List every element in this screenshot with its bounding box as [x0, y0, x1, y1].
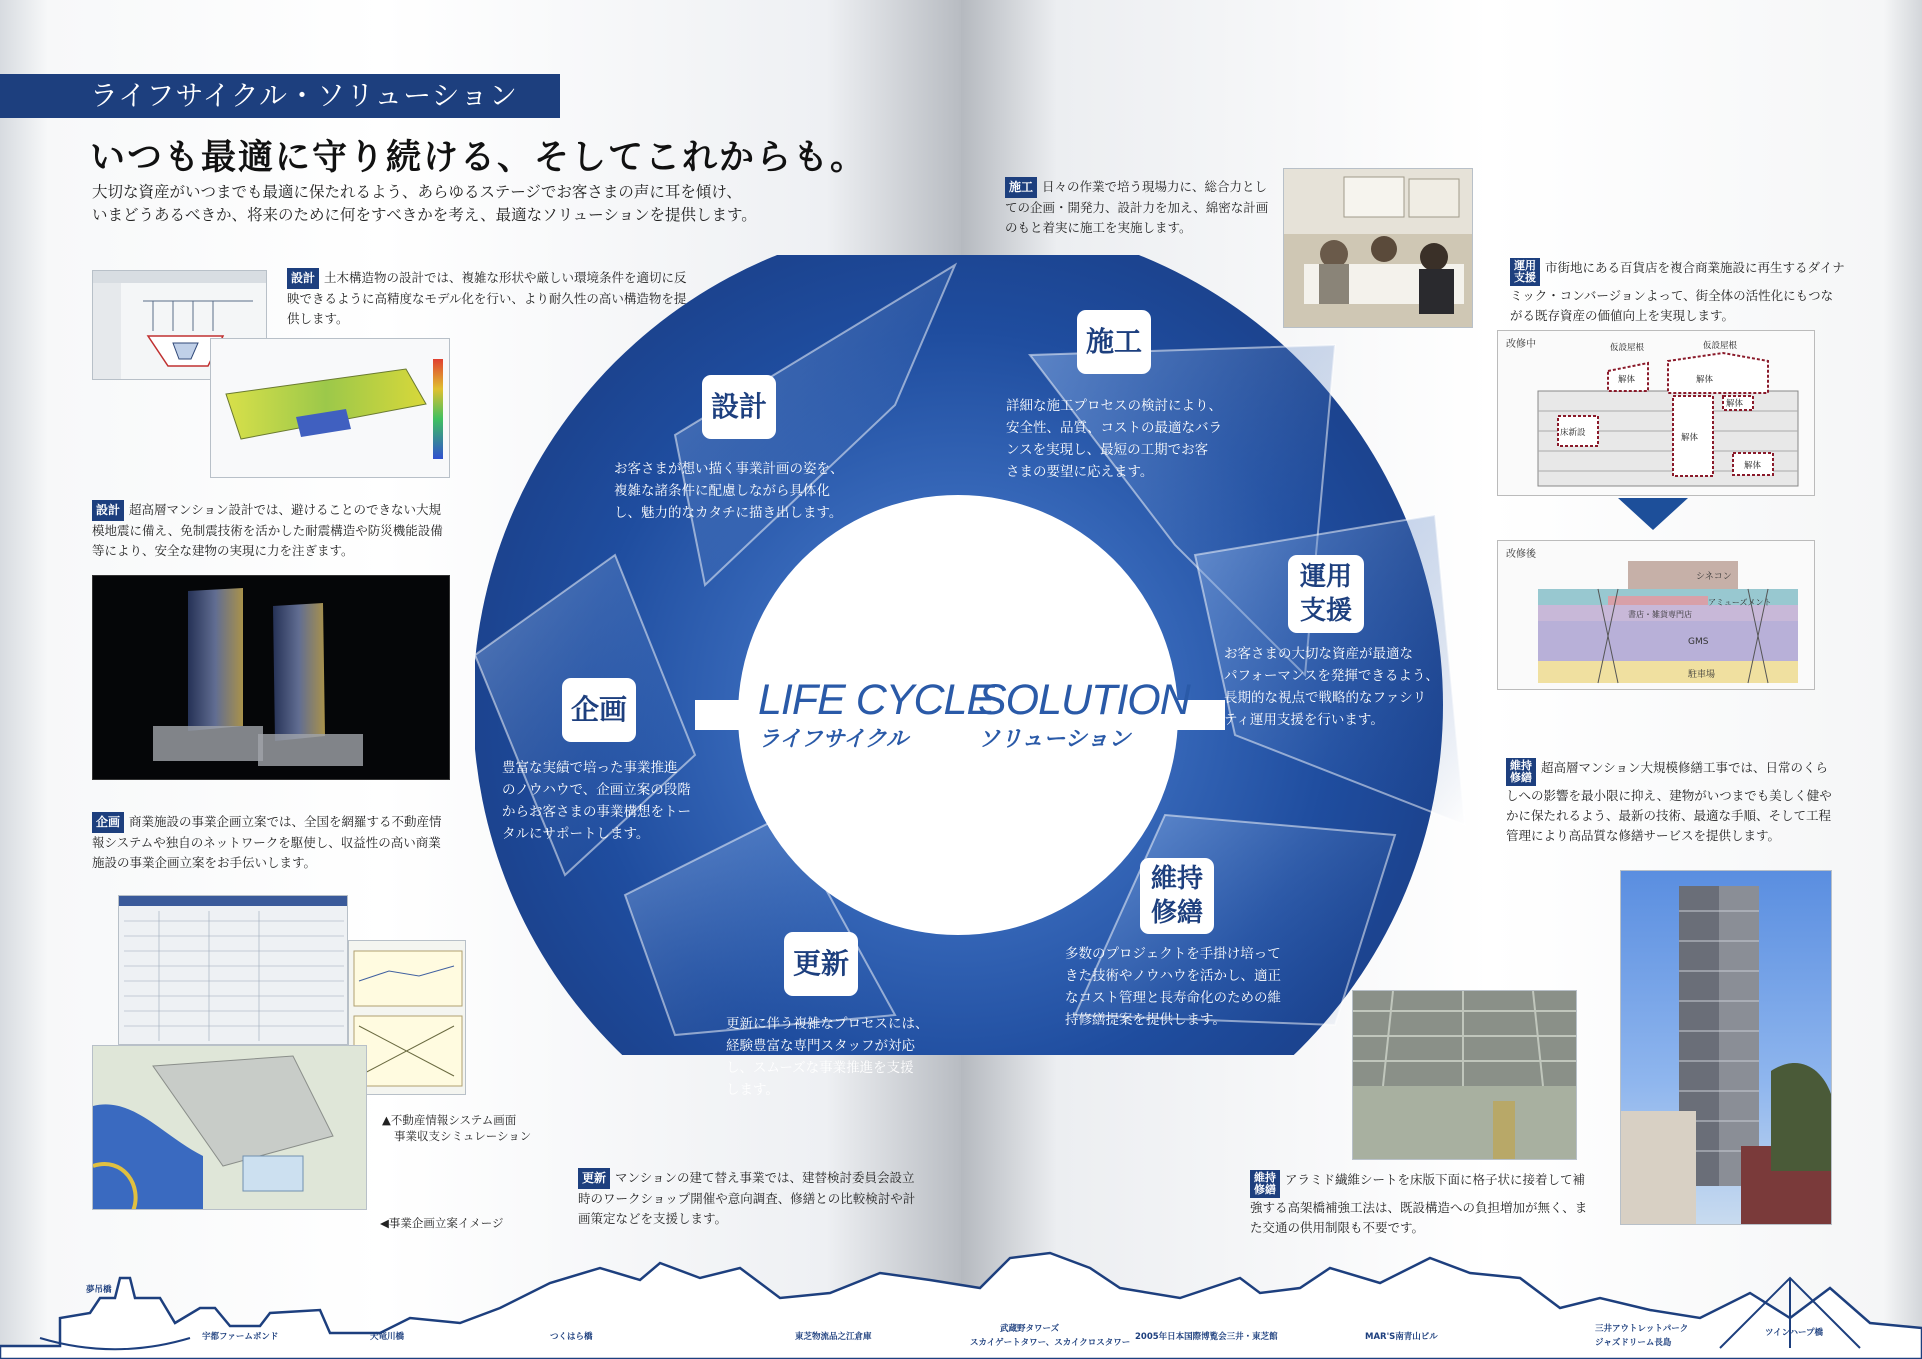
- caption-kikaku: [92, 812, 452, 873]
- stage-text-sekkei: [614, 458, 844, 524]
- stage-text-line: 持修繕提案を提供します。: [1065, 1012, 1226, 1028]
- stage-label-kikaku: 企画: [562, 678, 636, 742]
- center-title-ja-2: ソリューション: [978, 727, 1131, 752]
- tag-iji-2: [1250, 1170, 1280, 1198]
- caption-iji-viaduct: [1250, 1170, 1595, 1238]
- center-title-en-2: SOLUTION: [978, 676, 1190, 724]
- landmark-label: ツインハープ橋: [1765, 1328, 1824, 1338]
- stage-text-line: お客さまが想い描く事業計画の姿を、: [614, 461, 844, 477]
- after-tag: 書店・雑貨専門店: [1628, 610, 1692, 619]
- stage-label-iji-1: 維持: [1150, 864, 1203, 894]
- tag-unyo: [1510, 258, 1540, 286]
- stage-text-line: なコスト管理と長寿命化のための維: [1065, 990, 1281, 1006]
- figure-label-simulation: 事業収支シミュレーション: [394, 1129, 532, 1143]
- landmark-label: スカイゲートタワー、スカイクロスタワー: [970, 1338, 1131, 1348]
- figure-label-system: ▲不動産情報システム画面: [382, 1113, 517, 1127]
- tag-unyo-2: 支援: [1514, 271, 1536, 284]
- after-tag: GMS: [1688, 637, 1709, 647]
- landmark-label: 宇都ファームボンド: [202, 1332, 279, 1342]
- intro-text: [92, 181, 792, 227]
- real-estate-system-screen: [118, 895, 348, 1045]
- stage-text-line: タルにサポートします。: [502, 826, 650, 842]
- stage-text-line: 更新に伴う複雑なプロセスには、: [726, 1016, 929, 1032]
- stage-text-line: ティ運用支援を行います。: [1224, 712, 1384, 728]
- caption-sekkei-tower: [92, 500, 452, 561]
- stage-text-line: ンスを実現し、最短の工期でお客: [1006, 442, 1209, 458]
- tag-iji-viaduct-1: 維持: [1254, 1171, 1276, 1184]
- tag-sekkei: 設計: [287, 268, 319, 289]
- figure-label-planning: ◀事業企画立案イメージ: [380, 1216, 504, 1230]
- before-tag: 解体: [1618, 375, 1636, 385]
- stage-label-iji-2: 修繕: [1150, 898, 1203, 928]
- stage-label-unyo: [1288, 555, 1364, 633]
- before-tag: 仮設屋根: [1610, 343, 1645, 353]
- caption-text: 市街地にある百貨店を複合商業施設に再生するダイナミック・コンバージョンよって、街全体の活性化にもつながる既存資産の価値向上を実現します。: [1510, 260, 1845, 323]
- landmark-label: 天竜川橋: [370, 1332, 405, 1342]
- conversion-after-diagram: [1497, 540, 1815, 690]
- after-tag: シネコン: [1696, 572, 1732, 582]
- stage-text-line: 多数のプロジェクトを手掛け培って: [1065, 946, 1281, 962]
- landmark-label: 東芝物流品之江倉庫: [795, 1332, 872, 1342]
- before-tag: 床新設: [1560, 428, 1586, 438]
- landmark-label: 夢吊橋: [86, 1285, 112, 1295]
- stage-text-line: し、魅力的なカタチに描き出します。: [614, 505, 843, 521]
- tower-structure-render: [92, 575, 450, 780]
- tag-iji: [1506, 758, 1536, 786]
- caption-text: アラミド繊維シートを床版下面に格子状に接着して補強する高架橋補強工法は、既設構造への負担増加が無く、また交通の供用制限も不要です。: [1250, 1172, 1588, 1235]
- after-tag: 駐車場: [1688, 670, 1716, 680]
- construction-meeting-photo: [1283, 168, 1473, 328]
- stage-text-line: します。: [726, 1082, 779, 1098]
- before-tag: 仮設屋根: [1703, 341, 1738, 351]
- before-tag: 解体: [1696, 375, 1714, 385]
- tag-iji-2: 修繕: [1510, 771, 1532, 784]
- stage-text-seko: [1006, 395, 1222, 483]
- caption-seko: [1005, 177, 1273, 238]
- stage-text-line: 豊富な実績で培った事業推進: [502, 760, 678, 776]
- stage-text-line: 長期的な視点で戦略的なファシリ: [1224, 690, 1427, 706]
- stage-text-line: からお客さまの事業構想をトー: [502, 804, 691, 820]
- stage-text-iji: [1065, 943, 1281, 1031]
- caption-unyo: [1510, 258, 1845, 326]
- high-rise-photo: [1620, 870, 1832, 1225]
- landmark-label: ジャズドリーム長島: [1595, 1338, 1672, 1348]
- stage-text-line: 安全性、品質、コストの最適なバラ: [1006, 420, 1222, 436]
- tag-koshin: 更新: [578, 1168, 610, 1189]
- stage-label-sekkei: 設計: [702, 375, 776, 439]
- section-title-band: ライフサイクル・ソリューション: [0, 74, 560, 118]
- tag-iji-viaduct-2: 修繕: [1254, 1183, 1276, 1196]
- site-plan-image: [92, 1045, 367, 1210]
- before-tag: 解体: [1744, 461, 1762, 471]
- stage-text-line: 経験豊富な専門スタッフが対応: [726, 1038, 915, 1054]
- tag-sekkei-2: 設計: [92, 500, 124, 521]
- arrow-down-icon: [1618, 498, 1688, 530]
- stage-label-unyo-1: 運用: [1299, 562, 1352, 592]
- stage-text-line: さまの要望に応えます。: [1006, 464, 1154, 480]
- tag-seko: 施工: [1005, 177, 1037, 198]
- stage-text-line: 複雑な諸条件に配慮しながら具体化: [614, 483, 830, 499]
- page-title: いつも最適に守り続ける、そしてこれからも。: [90, 138, 868, 178]
- stage-label-iji: [1140, 858, 1214, 934]
- stage-label-seko: 施工: [1077, 310, 1151, 374]
- caption-text: 超高層マンション大規模修繕工事では、日常のくらしへの影響を最小限に抑え、建物がいつまでも美しく健やかに保たれるよう、最新の技術、最適な手順、そして工程管理により高品質な修繕サービスを提供します。: [1506, 760, 1832, 843]
- tag-kikaku: 企画: [92, 812, 124, 833]
- stage-text-line: し、スムーズな事業推進を支援: [726, 1060, 914, 1076]
- before-tag: 解体: [1726, 399, 1744, 409]
- stage-text-line: パフォーマンスを発揮できるよう、: [1224, 668, 1439, 684]
- landmark-label: 三井アウトレットパーク: [1595, 1324, 1689, 1334]
- caption-iji-tower: [1506, 758, 1836, 846]
- caption-text: マンションの建て替え事業では、建替検討委員会設立時のワークショップ開催や意向調査、修繕との比較検討や計画策定などを支援します。: [578, 1170, 916, 1226]
- stage-label-unyo-2: 支援: [1299, 596, 1352, 626]
- stage-text-line: 詳細な施工プロセスの検討により、: [1006, 398, 1222, 414]
- intro-line-1: 大切な資産がいつまでも最適に保たれるよう、あらゆるステージでお客さまの声に耳を傾け、: [92, 183, 742, 201]
- caption-text: 日々の作業で培う現場力に、総合力としての企画・開発力、設計力を加え、綿密な計画のもと着実に施工を実施します。: [1005, 179, 1269, 235]
- after-tag: アミューズメント: [1708, 598, 1772, 607]
- landmark-label: 武蔵野タワーズ: [1000, 1324, 1060, 1334]
- stage-label-koshin: 更新: [784, 932, 858, 996]
- after-label: 改修後: [1506, 549, 1536, 560]
- stage-text-koshin: [726, 1013, 929, 1101]
- stage-text-line: のノウハウで、企画立案の段階: [502, 782, 691, 798]
- conversion-before-diagram: [1497, 330, 1815, 496]
- caption-text: 土木構造物の設計では、複雑な形状や厳しい環境条件を適切に反映できるように高精度なモデル化を行い、より耐久性の高い構造物を提供します。: [287, 270, 687, 326]
- intro-line-2: いまどうあるべきか、将来のために何をすべきかを考え、最適なソリューションを提供します。: [92, 206, 757, 224]
- before-tag: 解体: [1681, 433, 1699, 443]
- bridge-analysis-image: [210, 338, 450, 478]
- caption-text: 商業施設の事業企画立案では、全国を網羅する不動産情報システムや独自のネットワークを駆使し、収益性の高い商業施設の事業企画立案をお手伝いします。: [92, 814, 442, 870]
- before-label: 改修中: [1506, 339, 1536, 350]
- landmark-label: つくはら橋: [550, 1332, 593, 1342]
- stage-text-line: きた技術やノウハウを活かし、適正: [1065, 968, 1281, 984]
- caption-koshin: [578, 1168, 918, 1229]
- center-title-ja-1: ライフサイクル: [758, 727, 909, 752]
- stage-text-kikaku: [502, 757, 691, 845]
- viaduct-underside-photo: [1352, 990, 1577, 1160]
- landmark-label: MAR'S南青山ビル: [1365, 1332, 1438, 1342]
- center-title-en-1: LIFE CYCLE: [758, 676, 995, 724]
- tag-unyo-1: 運用: [1514, 259, 1536, 272]
- landmark-label: 2005年日本国際博覧会三井・東芝館: [1135, 1332, 1278, 1342]
- tag-iji-1: 維持: [1510, 759, 1532, 772]
- stage-text-line: お客さまの大切な資産が最適な: [1224, 646, 1413, 662]
- stage-text-unyo: [1224, 643, 1439, 731]
- caption-text: 超高層マンション設計では、避けることのできない大規模地震に備え、免制震技術を活かした耐震構造や防災機能設備等により、安全な建物の実現に力を注ぎます。: [92, 502, 443, 558]
